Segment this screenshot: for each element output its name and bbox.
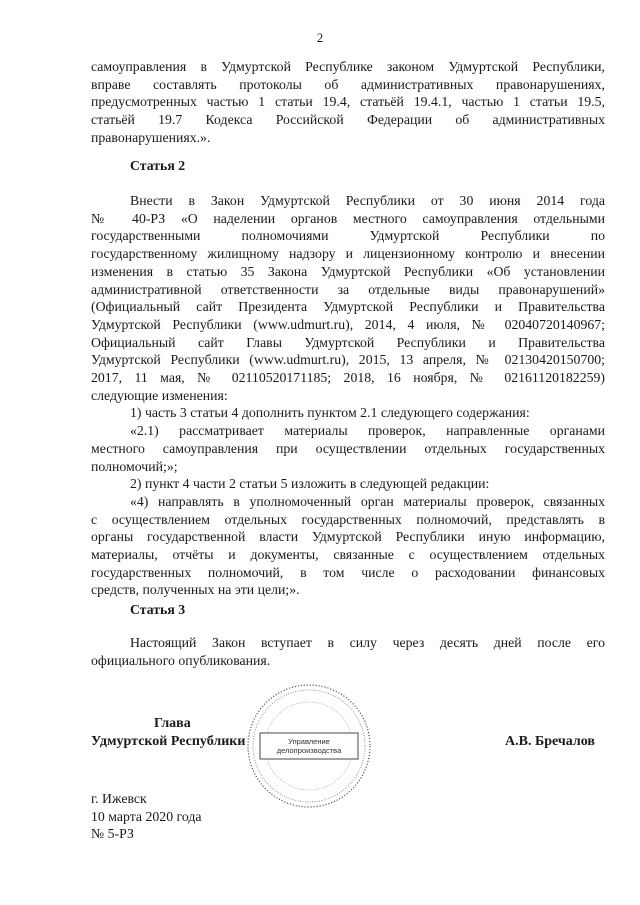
text-line: «2.1) рассматривает материалы проверок, направленные органами	[130, 423, 605, 439]
article-2-body	[91, 192, 605, 599]
text-line: местного самоуправления при осуществлении отдельных государственных	[91, 440, 605, 456]
text-line: официального опубликования.	[91, 652, 271, 668]
text-line: административной ответственности за отдельные виды правонарушений»	[91, 281, 605, 297]
article-3-body	[91, 634, 605, 669]
text-line: правонарушениях.».	[91, 129, 211, 145]
text-line: вправе составлять протоколы об административных правонарушениях,	[91, 76, 605, 92]
signature-title: Глава	[154, 716, 191, 731]
text-line: Настоящий Закон вступает в силу через десять дней после его	[130, 635, 605, 650]
text-line: средств, полученных на эти цели;».	[91, 582, 300, 598]
text-line: самоуправления в Удмуртской Республике законом Удмуртской Республики,	[91, 59, 605, 74]
text-line: государственных полномочий, в том числе о расходовании финансовых	[91, 564, 605, 580]
text-line: (Официальный сайт Президента Удмуртской Республики и Правительства	[91, 299, 605, 315]
page-number: 2	[316, 30, 324, 45]
article-2	[91, 157, 605, 175]
text-line: № 40-РЗ «О наделении органов местного самоуправления отдельными	[91, 210, 605, 226]
text-line: органы государственной власти Удмуртской Республики иную информацию,	[91, 529, 605, 545]
text-line: следующие изменения:	[91, 387, 228, 403]
article-heading: Статья 2	[130, 158, 186, 173]
text-line: с осуществлением отдельных государственных полномочий, представлять в	[91, 511, 605, 527]
text-line: предусмотренных частью 1 статьи 19.4, статьёй 19.4.1, частью 1 статьи 19.5,	[91, 94, 605, 110]
signatory-name: А.В. Бречалов	[505, 734, 595, 749]
official-stamp	[246, 683, 372, 809]
text-line: материалы, отчёты и документы, связанные с осуществлением отдельных	[91, 547, 605, 563]
law-number: № 5-РЗ	[91, 826, 134, 842]
date: 10 марта 2020 года	[91, 808, 202, 824]
text-line: статьёй 19.7 Кодекса Российской Федерации об административных	[91, 112, 605, 128]
text-line: Внести в Закон Удмуртской Республики от 30 июня 2014 года	[130, 193, 605, 208]
text-line: Удмуртской Республики (www.udmurt.ru), 2014, 4 июля, № 02040720140967;	[91, 316, 605, 332]
text-line: полномочий;»;	[91, 458, 178, 474]
item-2: 2) пункт 4 части 2 статьи 5 изложить в следующей редакции:	[130, 476, 490, 492]
text-line: «4) направлять в уполномоченный орган материалы проверок, связанных	[130, 493, 605, 509]
intro-paragraph	[91, 58, 605, 147]
document-footer	[91, 790, 202, 843]
text-line: государственному жилищному надзору и лицензионному контролю и внесении	[91, 246, 605, 262]
item-1: 1) часть 3 статьи 4 дополнить пунктом 2.1 следующего содержания:	[130, 405, 530, 421]
signature-title: Удмуртской Республики	[91, 734, 246, 749]
text-line: Официальный сайт Главы Удмуртской Республики и Правительства	[91, 334, 605, 350]
text-line: изменения в статью 35 Закона Удмуртской Республики «Об установлении	[91, 263, 605, 279]
article-heading: Статья 3	[130, 602, 186, 617]
article-3	[91, 601, 605, 619]
text-line: Удмуртской Республики (www.udmurt.ru), 2015, 13 апреля, № 02130420150700;	[91, 352, 605, 368]
stamp-text: Управление делопроизводства	[276, 737, 342, 755]
city: г. Ижевск	[91, 791, 147, 806]
text-line: 2017, 11 мая, № 02110520171185; 2018, 16 ноября, № 02161120182259)	[91, 370, 605, 386]
text-line: государственными полномочиями Удмуртской Республики по	[91, 228, 605, 244]
